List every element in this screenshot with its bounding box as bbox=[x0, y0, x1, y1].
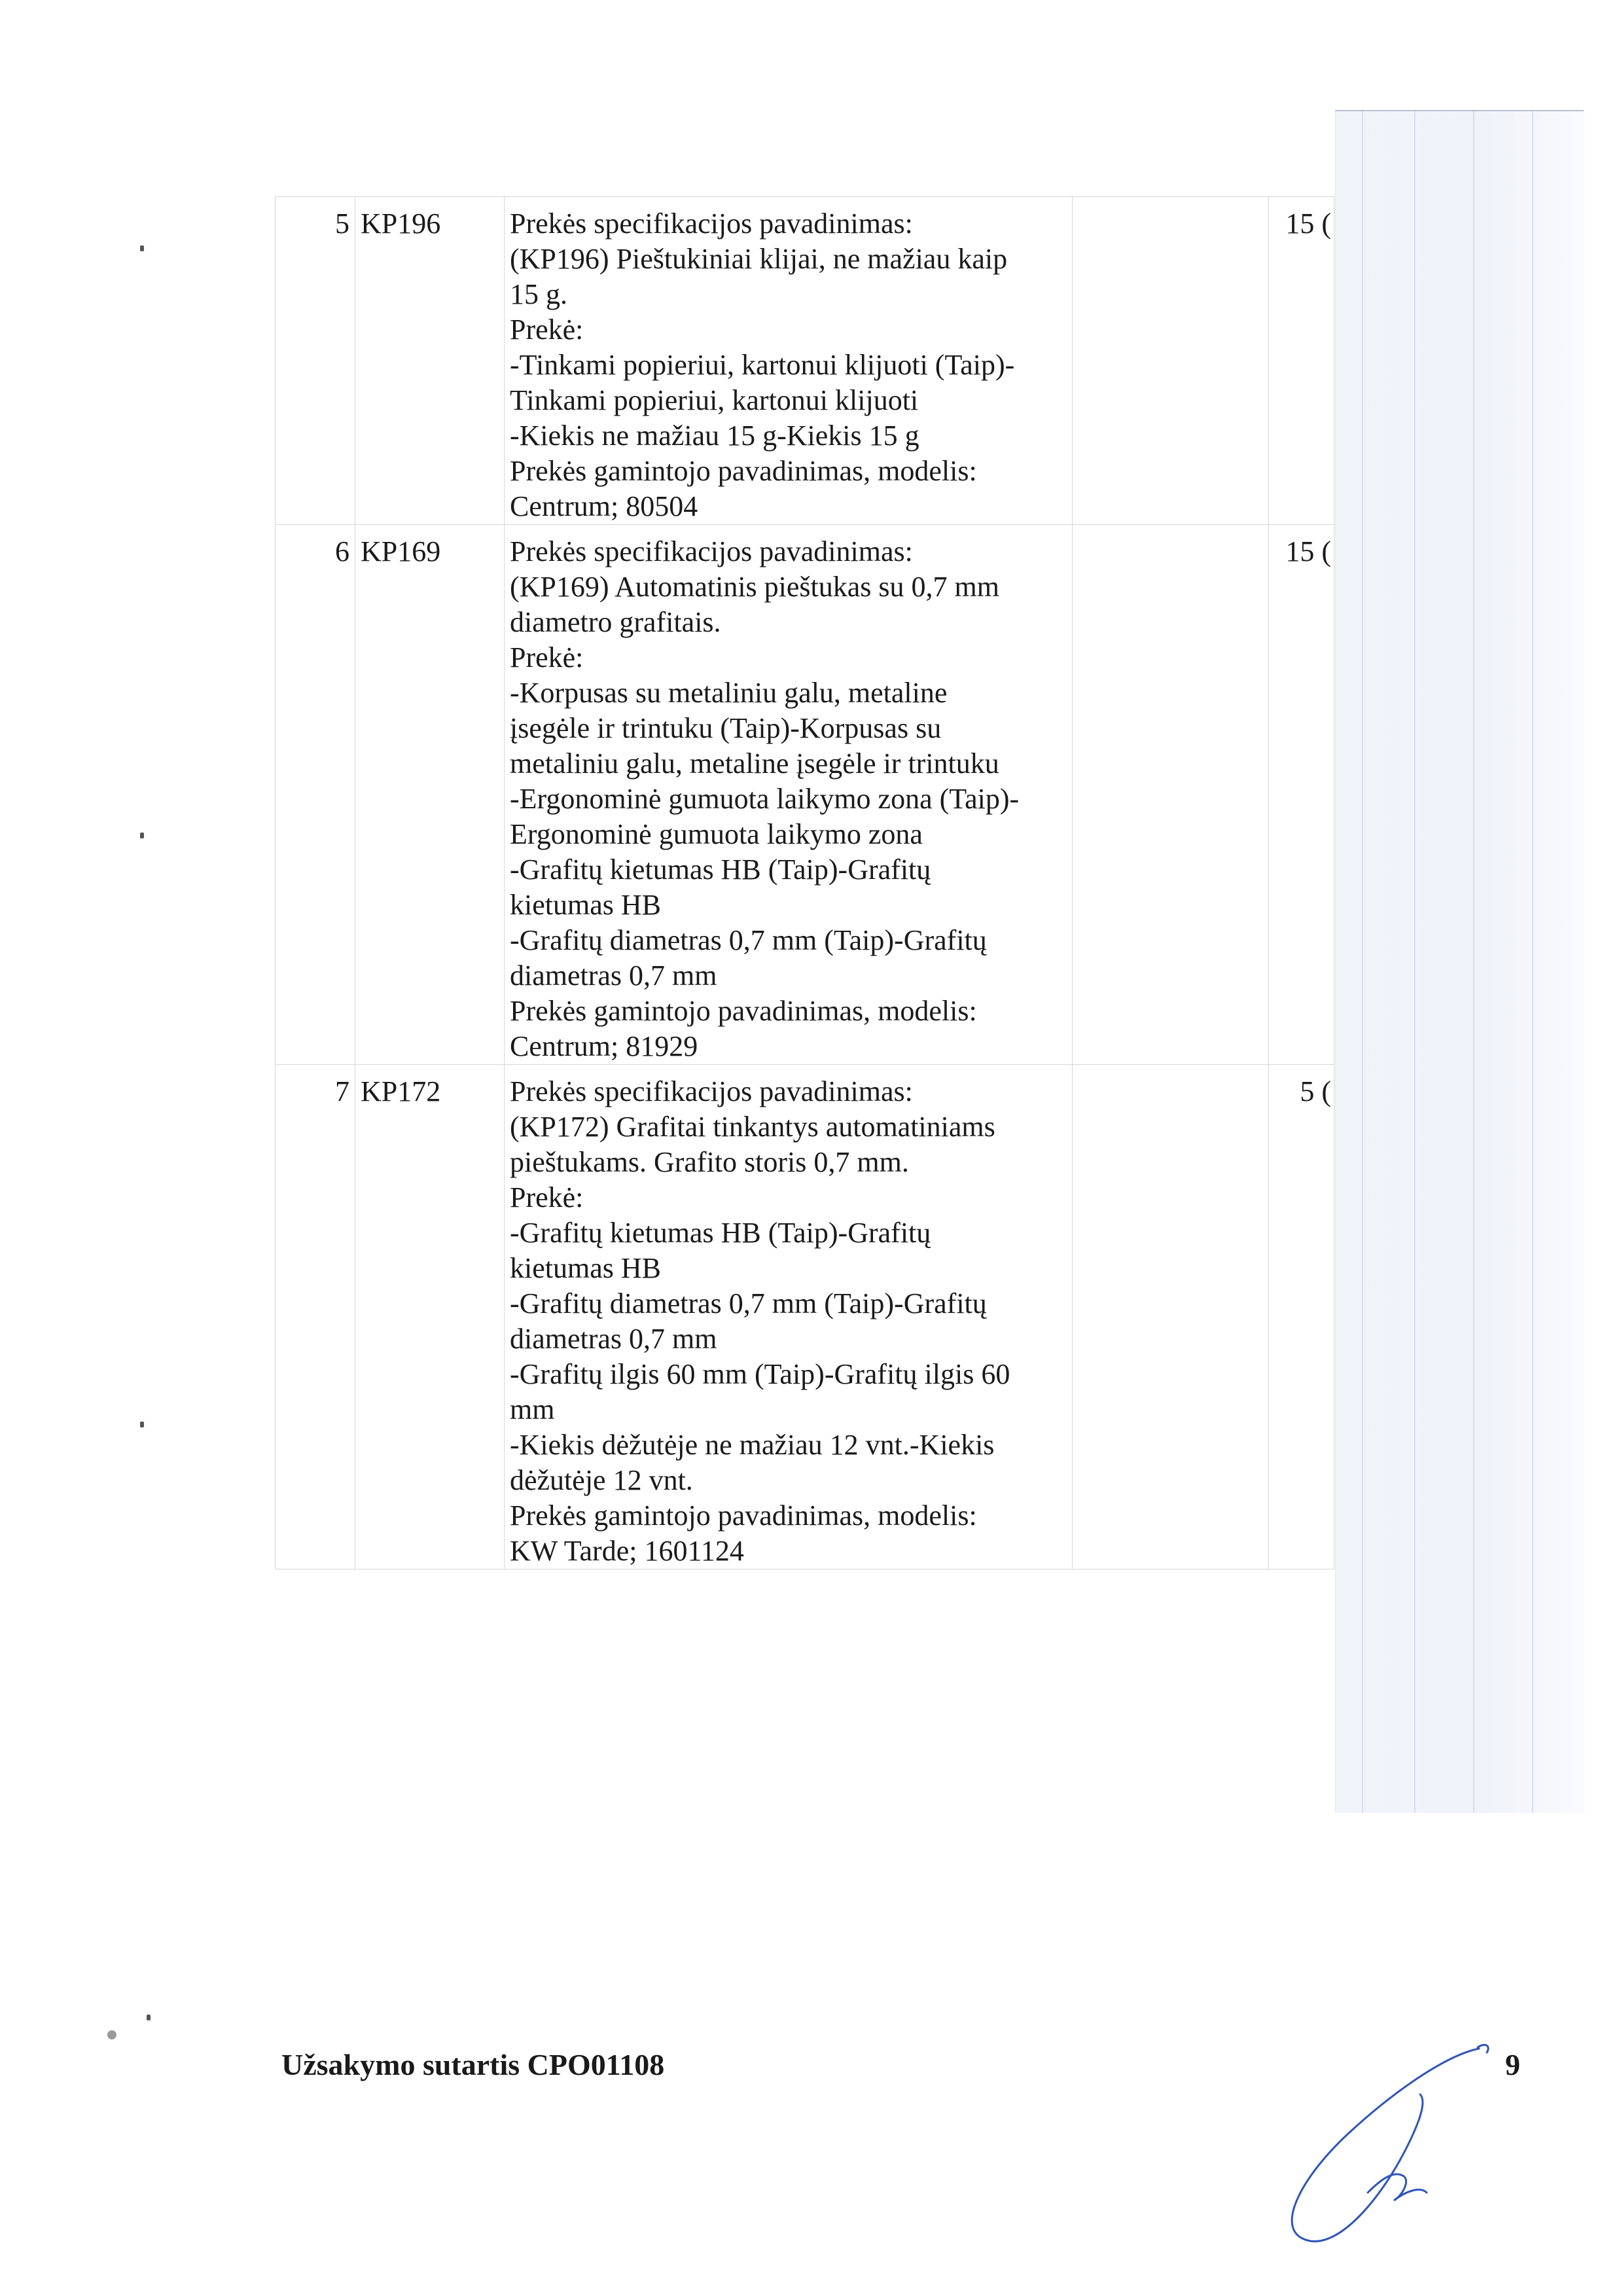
description-line: pieštukams. Grafito storis 0,7 mm. bbox=[510, 1146, 909, 1178]
description-line: Prekė: bbox=[510, 641, 584, 673]
description-line: kietumas HB bbox=[510, 1252, 661, 1284]
description-line: Prekės specifikacijos pavadinimas: bbox=[510, 1075, 913, 1107]
product-code: KP196 bbox=[355, 197, 505, 525]
table-row bbox=[276, 197, 1334, 525]
empty-cell bbox=[1073, 197, 1269, 525]
quantity: 5 ( bbox=[1269, 1065, 1334, 1570]
description-line: -Grafitų diametras 0,7 mm (Taip)-Grafitų bbox=[510, 924, 987, 956]
description-line: metaliniu galu, metaline įsegėle ir trintuku bbox=[510, 747, 999, 780]
product-description bbox=[505, 197, 1073, 525]
table-row bbox=[276, 525, 1334, 1065]
description-line: Prekės specifikacijos pavadinimas: bbox=[510, 535, 913, 567]
description-line: 15 g. bbox=[510, 278, 567, 310]
row-number: 5 bbox=[276, 197, 355, 525]
product-description bbox=[505, 1065, 1073, 1570]
description-line: (KP169) Automatinis pieštukas su 0,7 mm bbox=[510, 571, 999, 603]
specification-table-body bbox=[276, 197, 1334, 1570]
handwritten-signature-icon bbox=[1230, 2029, 1505, 2265]
description-line: -Korpusas su metaliniu galu, metaline bbox=[510, 677, 948, 709]
description-line: Ergonominė gumuota laikymo zona bbox=[510, 818, 923, 850]
scan-speck bbox=[140, 833, 144, 838]
bleed-through-stamp bbox=[1335, 111, 1584, 1813]
description-line: Centrum; 81929 bbox=[510, 1030, 698, 1062]
row-number: 7 bbox=[276, 1065, 355, 1570]
description-line: -Grafitų diametras 0,7 mm (Taip)-Grafitų bbox=[510, 1287, 987, 1319]
quantity: 15 ( bbox=[1269, 197, 1334, 525]
footer-title: Užsakymo sutartis CPO01108 bbox=[281, 2048, 665, 2081]
top-rule bbox=[1335, 110, 1584, 111]
product-description bbox=[505, 525, 1073, 1065]
description-line: -Kiekis ne mažiau 15 g-Kiekis 15 g bbox=[510, 420, 919, 452]
description-line: diametro grafitais. bbox=[510, 606, 721, 638]
scan-speck bbox=[147, 2015, 151, 2020]
description-line: Prekė: bbox=[510, 314, 584, 346]
scan-speck bbox=[140, 245, 144, 251]
scan-speck bbox=[140, 1422, 144, 1427]
description-line: Prekės specifikacijos pavadinimas: bbox=[510, 207, 913, 240]
description-line: -Grafitų kietumas HB (Taip)-Grafitų bbox=[510, 853, 931, 886]
description-line: -Grafitų kietumas HB (Taip)-Grafitų bbox=[510, 1217, 931, 1249]
description-line: diametras 0,7 mm bbox=[510, 1323, 717, 1355]
description-line: -Tinkami popieriui, kartonui klijuoti (Taip)- bbox=[510, 349, 1015, 381]
description-line: dėžutėje 12 vnt. bbox=[510, 1464, 693, 1496]
description-line: (KP196) Pieštukiniai klijai, ne mažiau kaip bbox=[510, 243, 1008, 275]
product-code: KP169 bbox=[355, 525, 505, 1065]
description-line: Prekės gamintojo pavadinimas, modelis: bbox=[510, 995, 977, 1027]
specification-table bbox=[275, 196, 1334, 1570]
page-number: 9 bbox=[1505, 2048, 1520, 2081]
description-line: -Grafitų ilgis 60 mm (Taip)-Grafitų ilgis 60 bbox=[510, 1358, 1010, 1390]
description-line: Centrum; 80504 bbox=[510, 490, 698, 522]
description-line: -Kiekis dėžutėje ne mažiau 12 vnt.-Kiekis bbox=[510, 1429, 995, 1461]
empty-cell bbox=[1073, 1065, 1269, 1570]
description-line: Prekės gamintojo pavadinimas, modelis: bbox=[510, 1499, 977, 1532]
description-line: kietumas HB bbox=[510, 889, 661, 921]
description-line: įsegėle ir trintuku (Taip)-Korpusas su bbox=[510, 712, 942, 744]
description-line: Tinkami popieriui, kartonui klijuoti bbox=[510, 384, 919, 416]
description-line: diametras 0,7 mm bbox=[510, 960, 717, 992]
empty-cell bbox=[1073, 525, 1269, 1065]
description-line: Prekė: bbox=[510, 1181, 584, 1213]
row-number: 6 bbox=[276, 525, 355, 1065]
description-line: Prekės gamintojo pavadinimas, modelis: bbox=[510, 455, 977, 487]
description-line: KW Tarde; 1601124 bbox=[510, 1535, 744, 1567]
quantity: 15 ( bbox=[1269, 525, 1334, 1065]
description-line: mm bbox=[510, 1393, 555, 1426]
table-row bbox=[276, 1065, 1334, 1570]
product-code: KP172 bbox=[355, 1065, 505, 1570]
scan-speck bbox=[107, 2030, 116, 2039]
description-line: (KP172) Grafitai tinkantys automatiniams bbox=[510, 1111, 995, 1143]
description-line: -Ergonominė gumuota laikymo zona (Taip)- bbox=[510, 783, 1020, 815]
